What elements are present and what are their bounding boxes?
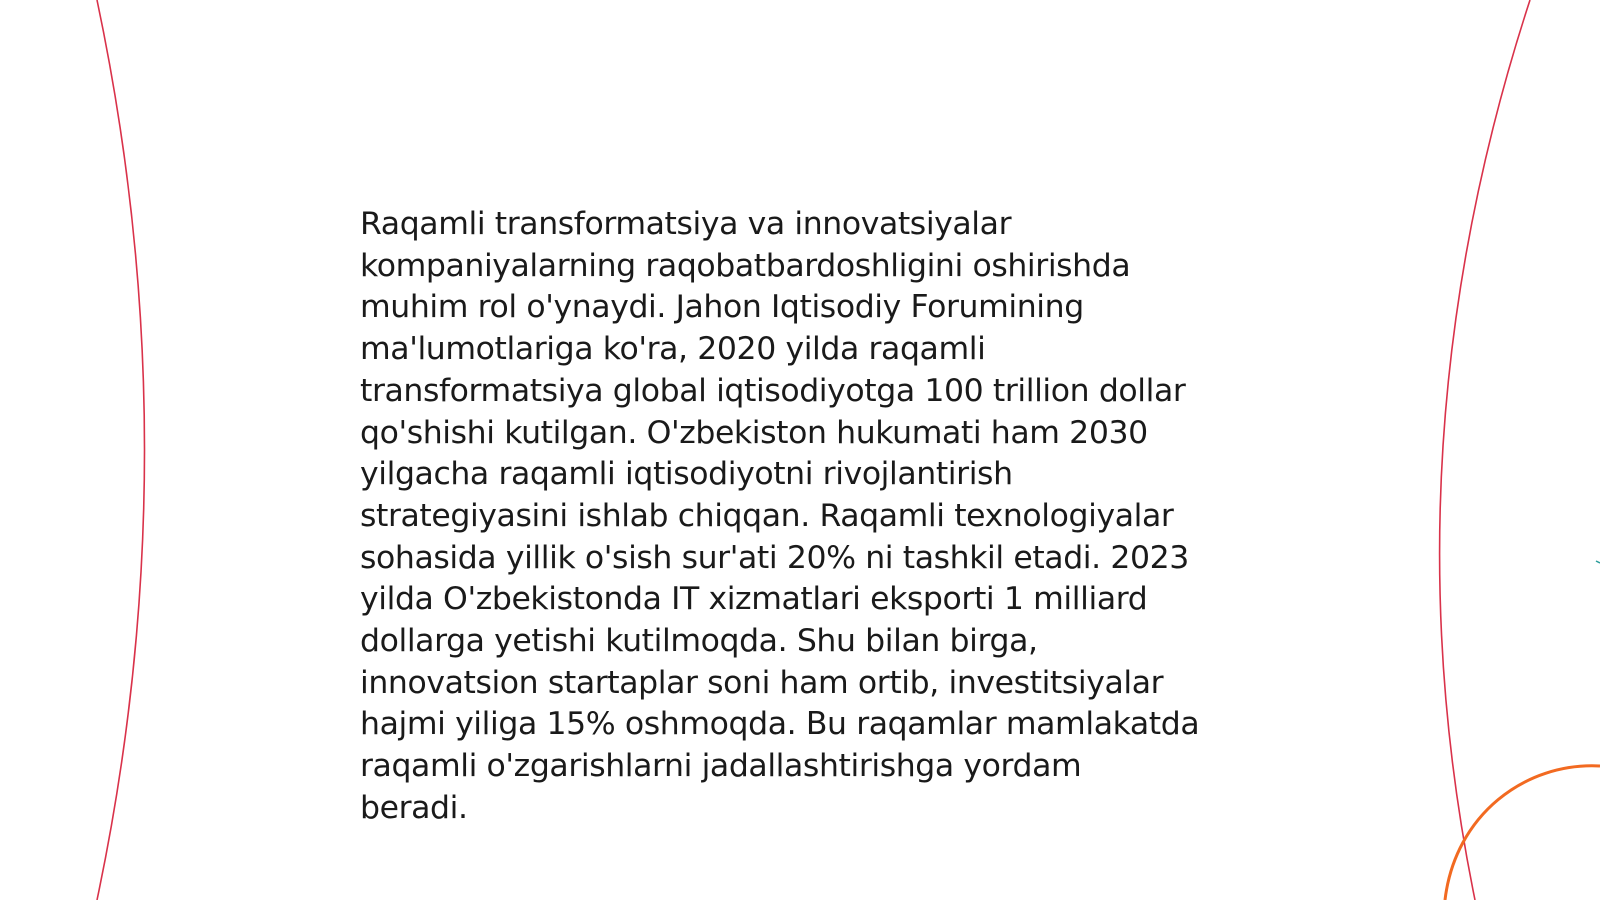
body-paragraph: Raqamli transformatsiya va innovatsiyalar kompaniyalarning raqobatbardoshligini oshirishda muhim rol o'ynaydi. Jahon Iqtisodiy Forumining ma'lumotlariga ko'ra, 2020 yilda raqamli transformatsiya global iqtisodiyotga 100 trillion dollar qo'shishi kutilgan. O'zbekiston hukumati ham 2030 yilgacha raqamli iqtisodiyotni rivojlantirish strategiyasini ishlab chiqqan. Raqamli texnologiyalar sohasida yillik o'sish sur'ati 20% ni tashkil etadi. 2023 yilda O'zbekistonda IT xizmatlari eksporti 1 milliard dollarga yetishi kutilmoqda. Shu bilan birga, innovatsion startaplar soni ham ortib, investitsiyalar hajmi yiliga 15% oshmoqda. Bu raqamlar mamlakatda raqamli o'zgarishlarni jadallashtirishga yordam beradi. — [360, 206, 1200, 826]
orange-circle-arc — [1445, 766, 1600, 900]
left-arc-line — [97, 0, 145, 900]
right-arc-line — [1440, 0, 1530, 900]
small-teal-mark — [1596, 561, 1600, 563]
